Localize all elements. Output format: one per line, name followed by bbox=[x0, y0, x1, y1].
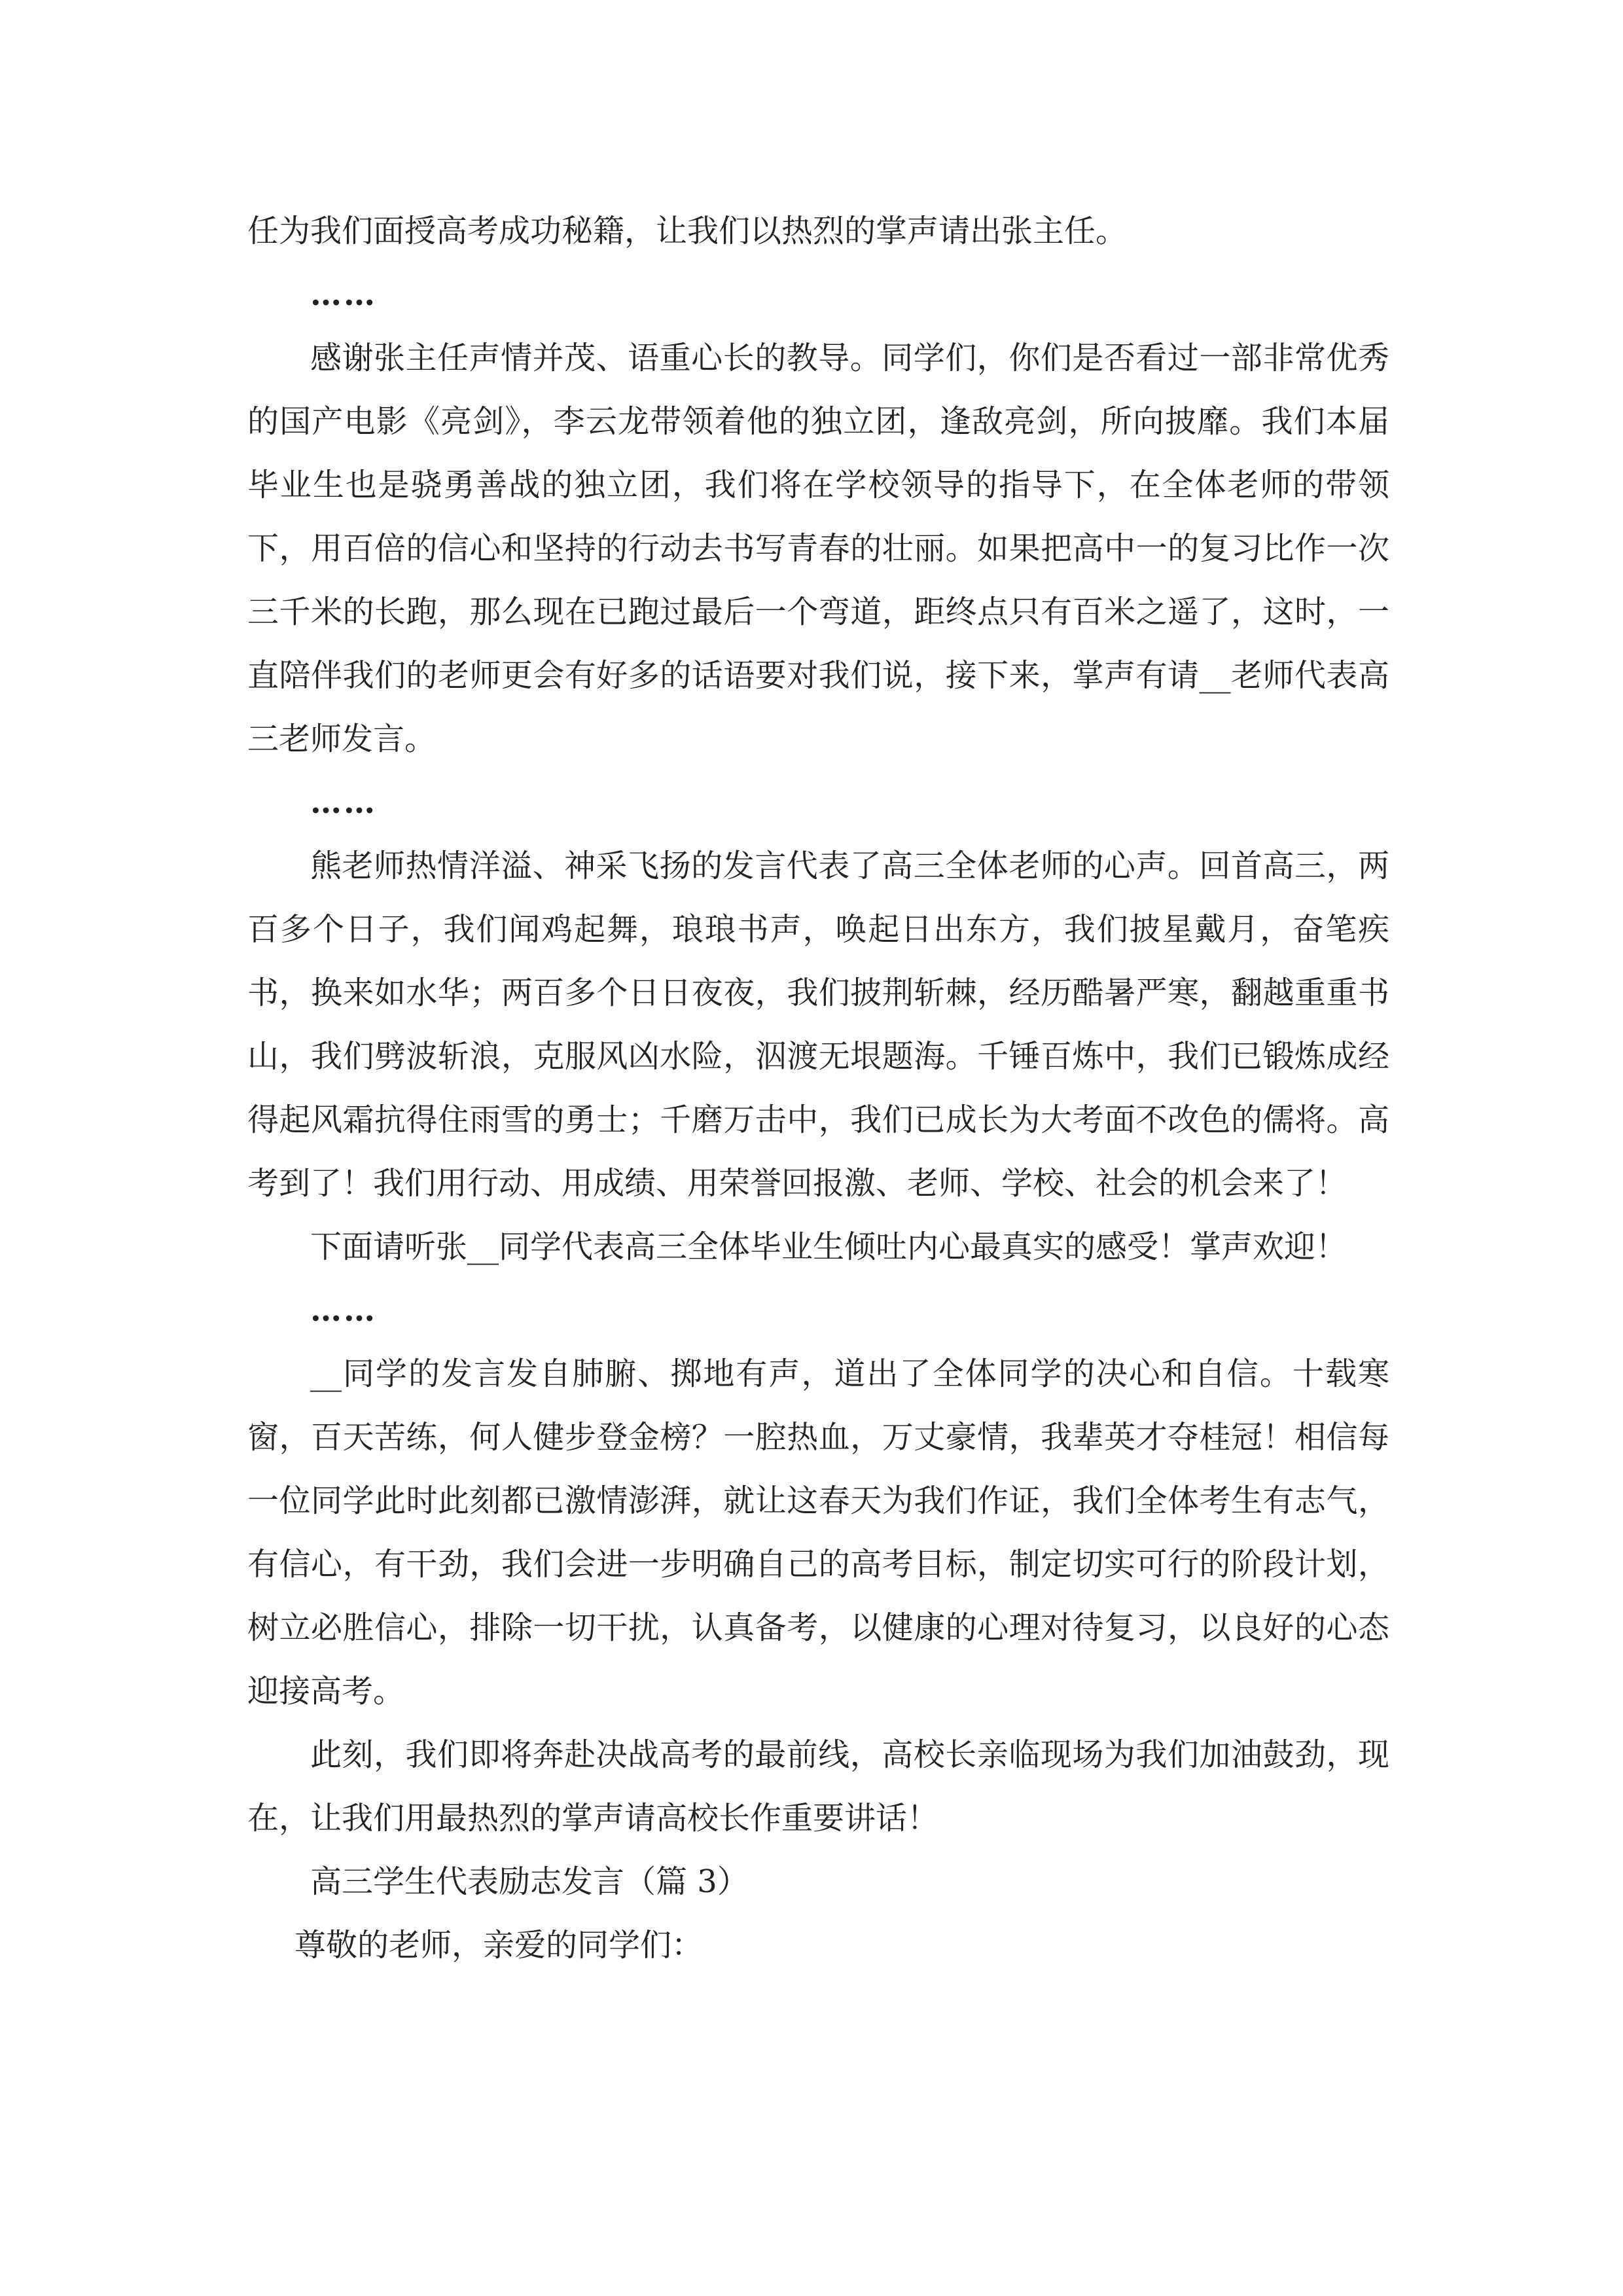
ellipsis-separator: …… bbox=[310, 276, 377, 313]
paragraph-student-speech: __同学的发言发自肺腑、掷地有声，道出了全体同学的决心和自信。十载寒窗，百天苦练，何人健步登金榜？一腔热血，万丈豪情，我辈英才夺桂冠！相信每一位同学此时此刻都已激情澎湃，就让这春天为我们作证，我们全体考生有志气，有信心，有干劲，我们会进一步明确自己的高考目标，制定切实可行的阶段计划，树立必胜信心，排除一切干扰，认真备考，以健康的心理对待复习，以良好的心态迎接高考。 bbox=[247, 1355, 1389, 1710]
salutation: 尊敬的老师，亲爱的同学们： bbox=[294, 1927, 704, 1964]
section-heading: 高三学生代表励志发言（篇 3） bbox=[310, 1863, 749, 1900]
ellipsis-separator: …… bbox=[310, 1292, 377, 1329]
paragraph-thanks-director: 感谢张主任声情并茂、语重心长的教导。同学们，你们是否看过一部非常优秀的国产电影《亮剑》，李云龙带领着他的独立团，逢敌亮剑，所向披靡。我们本届毕业生也是骁勇善战的独立团，我们将在学校领导的指导下，在全体老师的带领下，用百倍的信心和坚持的行动去书写青春的壮丽。如果把高中一的复习比作一次三千米的长跑，那么现在已跑过最后一个弯道，距终点只有百米之遥了，这时，一直陪伴我们的老师更会有好多的话语要对我们说，接下来，掌声有请__老师代表高三老师发言。 bbox=[247, 340, 1389, 757]
document-body bbox=[247, 200, 1389, 1977]
paragraph-principal-invite: 此刻，我们即将奔赴决战高考的最前线，高校长亲临现场为我们加油鼓劲，现在，让我们用最热烈的掌声请高校长作重要讲话！ bbox=[247, 1736, 1389, 1837]
paragraph-teacher-speech: 熊老师热情洋溢、神采飞扬的发言代表了高三全体老师的心声。回首高三，两百多个日子，我们闻鸡起舞，琅琅书声，唤起日出东方，我们披星戴月，奋笔疾书，换来如水华；两百多个日日夜夜，我们披荆斩棘，经历酷暑严寒，翻越重重书山，我们劈波斩浪，克服风凶水险，泅渡无垠题海。千锤百炼中，我们已锻炼成经得起风霜抗得住雨雪的勇士；千磨万击中，我们已成长为大考面不改色的儒将。高考到了！我们用行动、用成绩、用荣誉回报激、老师、学校、社会的机会来了！ bbox=[247, 848, 1389, 1202]
ellipsis-separator: …… bbox=[310, 784, 377, 821]
paragraph-continuation: 任为我们面授高考成功秘籍，让我们以热烈的掌声请出张主任。 bbox=[247, 213, 1128, 249]
paragraph-student-invite: 下面请听张__同学代表高三全体毕业生倾吐内心最真实的感受！掌声欢迎！ bbox=[310, 1229, 1347, 1265]
